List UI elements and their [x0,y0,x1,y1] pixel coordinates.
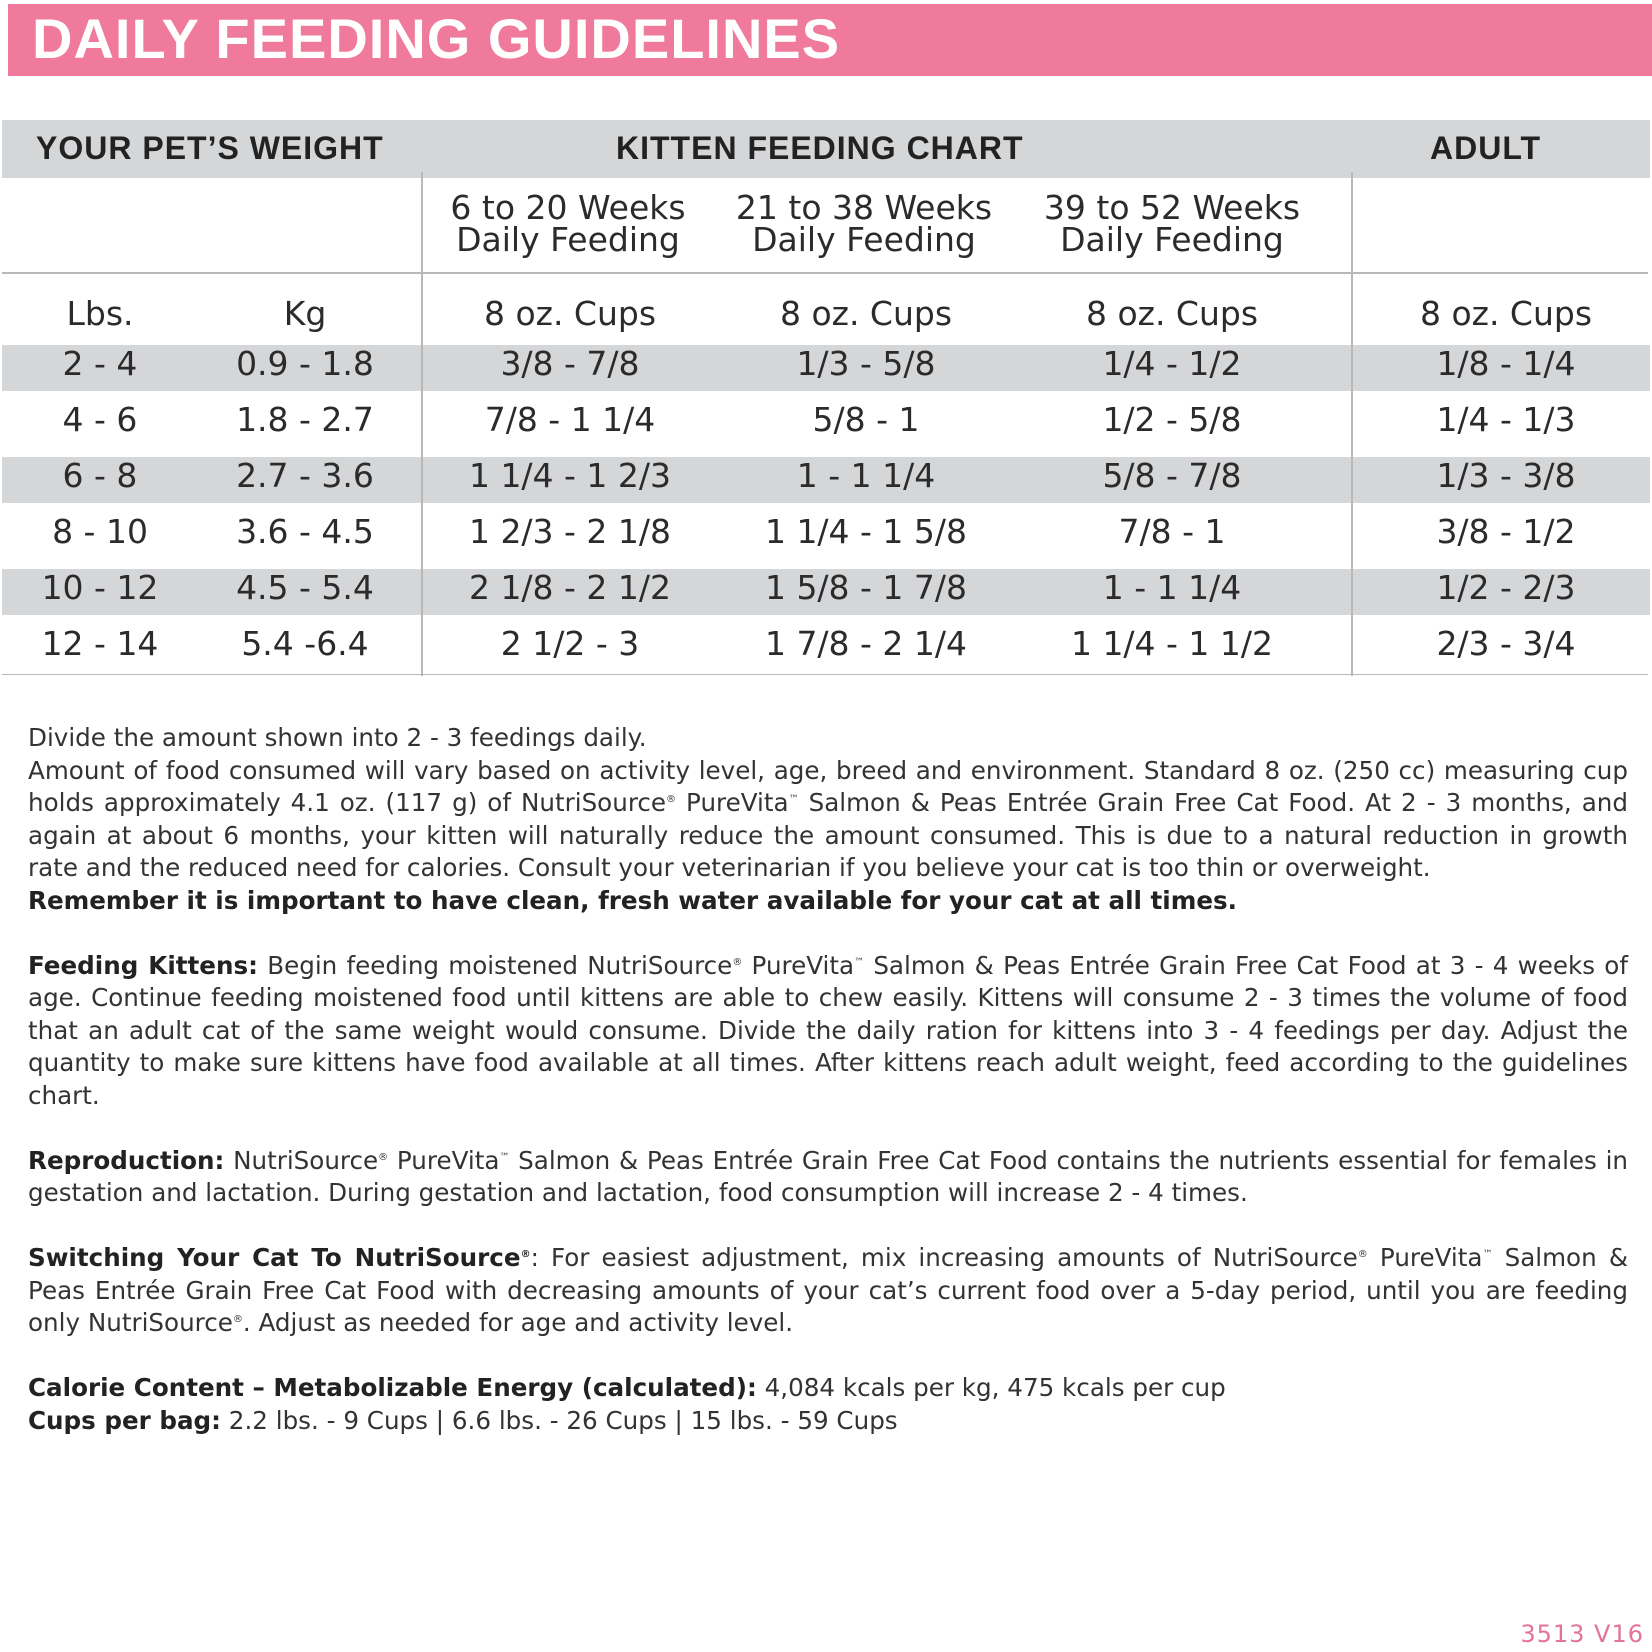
age-group-6-20: 6 to 20 Weeks Daily Feeding [450,188,686,259]
cell-21-38-weeks: 1 7/8 - 2 1/4 [764,624,968,663]
cell-lbs: 4 - 6 [62,400,138,439]
cell-adult: 1/2 - 2/3 [1436,568,1576,607]
divider [2,272,1648,274]
note-amount: Amount of food consumed will vary based on activity level, age, breed and environment. Standard 8 oz. (250 cc) measuring cup holds approximately 4.1 oz. (117 g) of NutriSource® PureVita™ Salmon & Peas Entrée Grain Free Cat Food. At 2 - 3 months, and again at about 6 months, your kitten will naturally reduce the amount consumed. This is due to a natural reduction in growth rate and the reduced need for calories. Consult your veterinarian if you believe your cat is too thin or overweight. [28,755,1628,882]
cell-39-52-weeks: 1 1/4 - 1 1/2 [1070,624,1274,663]
unit-cups: 8 oz. Cups [779,294,953,333]
adult-header: ADULT [1430,130,1542,166]
cell-39-52-weeks: 7/8 - 1 [1118,512,1226,551]
cell-kg: 4.5 - 5.4 [236,568,374,607]
cell-21-38-weeks: 1 - 1 1/4 [796,456,936,495]
cell-21-38-weeks: 1 5/8 - 1 7/8 [764,568,968,607]
cell-6-20-weeks: 3/8 - 7/8 [500,344,640,383]
page-title: DAILY FEEDING GUIDELINES [32,7,841,70]
cell-kg: 0.9 - 1.8 [236,344,374,383]
cell-39-52-weeks: 1/4 - 1/2 [1102,344,1242,383]
cell-lbs: 8 - 10 [52,512,148,551]
note-water: Remember it is important to have clean, fresh water available for your cat at all times. [28,885,1237,915]
cell-6-20-weeks: 2 1/8 - 2 1/2 [468,568,672,607]
unit-kg: Kg [283,294,327,333]
age-group-21-38: 21 to 38 Weeks Daily Feeding [735,188,993,259]
cell-kg: 1.8 - 2.7 [236,400,374,439]
cell-lbs: 2 - 4 [62,344,138,383]
cell-lbs: 6 - 8 [62,456,138,495]
cell-kg: 2.7 - 3.6 [236,456,374,495]
cell-adult: 1/4 - 1/3 [1436,400,1576,439]
cell-21-38-weeks: 1 1/4 - 1 5/8 [764,512,968,551]
cell-kg: 5.4 -6.4 [241,624,369,663]
cell-6-20-weeks: 1 2/3 - 2 1/8 [468,512,672,551]
note-calorie: Calorie Content – Metabolizable Energy (calculated): 4,084 kcals per kg, 475 kcals per cup [28,1373,1226,1402]
cell-39-52-weeks: 1 - 1 1/4 [1102,568,1242,607]
age-group-39-52: 39 to 52 Weeks Daily Feeding [1043,188,1301,259]
cell-39-52-weeks: 1/2 - 5/8 [1102,400,1242,439]
unit-cups: 8 oz. Cups [1419,294,1593,333]
note-cups-per-bag: Cups per bag: 2.2 lbs. - 9 Cups | 6.6 lbs. - 26 Cups | 15 lbs. - 59 Cups [28,1405,898,1435]
divider [2,674,1648,675]
cell-39-52-weeks: 5/8 - 7/8 [1102,456,1242,495]
cell-6-20-weeks: 7/8 - 1 1/4 [484,400,656,439]
product-code: 3513 V16 [1520,1620,1644,1648]
unit-lbs: Lbs. [66,294,134,333]
note-switching: Switching Your Cat To NutriSource®: For easiest adjustment, mix increasing amounts of NutriSource® PureVita™ Salmon & Peas Entrée Grain Free Cat Food with decreasing amounts of your cat’s current food over a 5-day period, until you are feeding only NutriSource®. Adjust as needed for age and activity level. [28,1243,1628,1337]
cell-6-20-weeks: 1 1/4 - 1 2/3 [468,456,672,495]
divider [1351,172,1353,676]
cell-adult: 1/8 - 1/4 [1436,344,1576,383]
kitten-header: KITTEN FEEDING CHART [616,130,1024,166]
unit-cups: 8 oz. Cups [1085,294,1259,333]
cell-adult: 3/8 - 1/2 [1436,512,1576,551]
cell-lbs: 10 - 12 [41,568,159,607]
cell-kg: 3.6 - 4.5 [236,512,374,551]
unit-cups: 8 oz. Cups [483,294,657,333]
cell-6-20-weeks: 2 1/2 - 3 [500,624,640,663]
cell-21-38-weeks: 1/3 - 5/8 [796,344,936,383]
cell-lbs: 12 - 14 [41,624,159,663]
note-divide: Divide the amount shown into 2 - 3 feedings daily. [28,723,647,752]
cell-adult: 2/3 - 3/4 [1436,624,1576,663]
note-feeding-kittens: Feeding Kittens: Begin feeding moistened NutriSource® PureVita™ Salmon & Peas Entrée Grain Free Cat Food at 3 - 4 weeks of age. Continue feeding moistened food until kittens are able to chew easily. Kittens will consume 2 - 3 times the volume of food that an adult cat of the same weight would consume. Divide the daily ration for kittens into 3 - 4 feedings per day. Adjust the quantity to make sure kittens have food available at all times. After kittens reach adult weight, feed according to the guidelines chart. [28,950,1628,1110]
feeding-notes [28,722,1628,1437]
note-reproduction: Reproduction: NutriSource® PureVita™ Salmon & Peas Entrée Grain Free Cat Food contains the nutrients essential for females in gestation and lactation. During gestation and lactation, food consumption will increase 2 - 4 times. [28,1145,1628,1207]
cell-adult: 1/3 - 3/8 [1436,456,1576,495]
weight-header: YOUR PET’S WEIGHT [36,130,384,166]
cell-21-38-weeks: 5/8 - 1 [812,400,920,439]
